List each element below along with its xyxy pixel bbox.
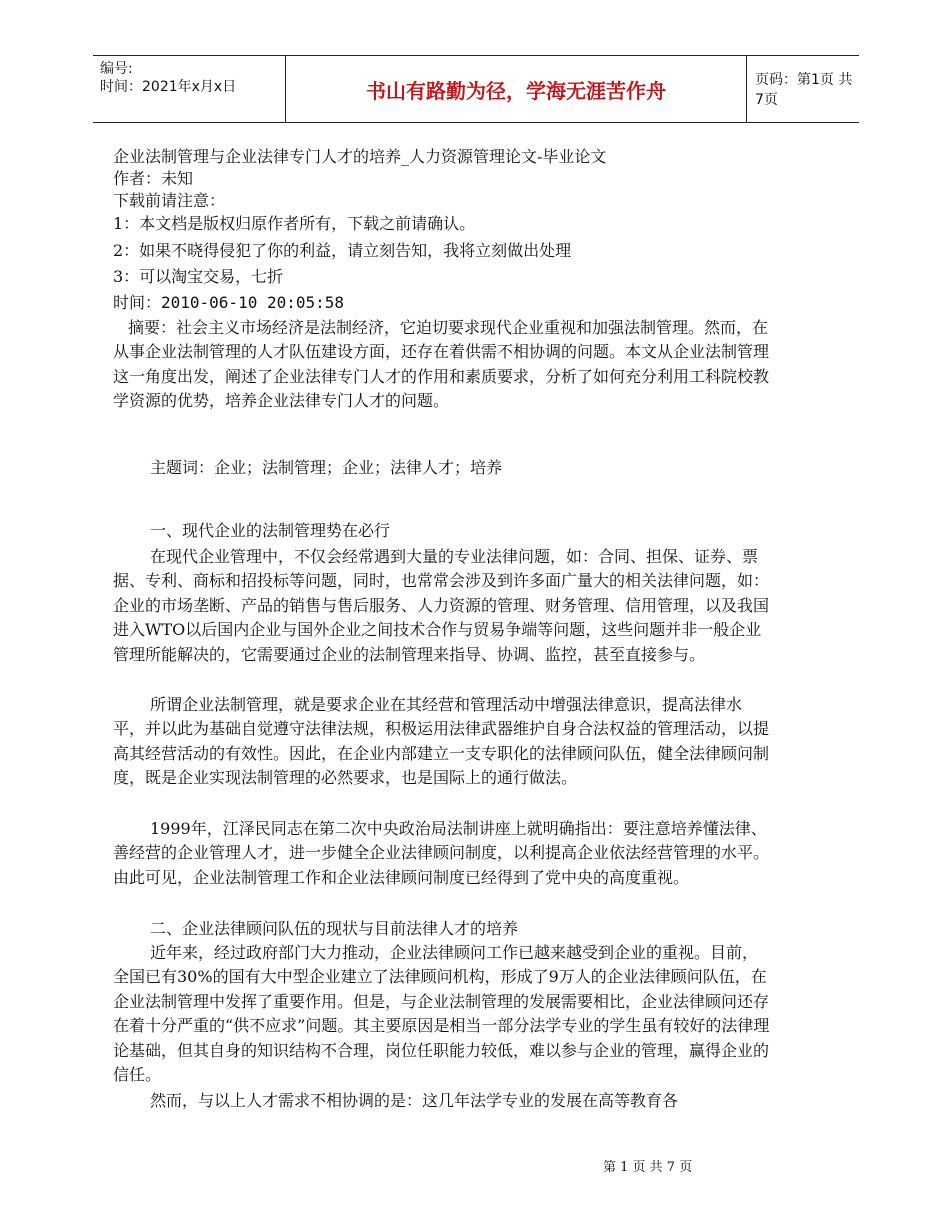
- page-footer: 第 1 页 共 7 页: [603, 1160, 693, 1175]
- abstract: 摘要：社会主义市场经济是法制经济，它迫切要求现代企业重视和加强法制管理。然而，在从事企业法制管理的人才队伍建设方面，还存在着供需不相协调的问题。本文从企业法制管理这一角度出发，阐述了企业法律专门人才的作用和素质要求，分析了如何充分利用工科院校教学资源的优势，培养企业法律专门人才的问题。: [113, 318, 770, 411]
- section-1-heading: 一、现代企业的法制管理势在必行: [150, 521, 391, 540]
- doc-title: 企业法制管理与企业法律专门人才的培养_人力资源管理论文-毕业论文: [113, 147, 607, 166]
- notice-heading: 下载前请注意：: [113, 191, 226, 210]
- notice-item-3: 3：可以淘宝交易，七折: [113, 267, 284, 286]
- page-header: [93, 55, 859, 123]
- paragraph-1: 在现代企业管理中，不仅会经常遇到大量的专业法律问题，如：合同、担保、证券、票据、专利、商标和招投标等问题，同时，也常常会涉及到许多面广量大的相关法律问题，如：企业的市场垄断、产品的销售与售后服务、人力资源的管理、财务管理、信用管理，以及我国进入WTO以后国内企业与国外企业之间技术合作与贸易争端等问题，这些问题并非一般企业管理所能解决的，它需要通过企业的法制管理来指导、协调、监控，甚至直接参与。: [113, 547, 770, 664]
- paragraph-4: 近年来，经过政府部门大力推动，企业法律顾问工作已越来越受到企业的重视。目前，全国已有30%的国有大中型企业建立了法律顾问机构，形成了9万人的企业法律顾问队伍，在企业法制管理中发挥了重要作用。但是，与企业法制管理的发展需要相比，企业法律顾问还存在着十分严重的“供不应求”问题。其主要原因是相当一部分法学专业的学生虽有较好的法律理论基础，但其自身的知识结构不合理，岗位任职能力较低，难以参与企业的管理，赢得企业的信任。: [113, 943, 770, 1085]
- doc-author: 作者：未知: [113, 169, 194, 188]
- section-2-heading: 二、企业法律顾问队伍的现状与目前法律人才的培养: [150, 919, 519, 938]
- header-motto: 书山有路勤为径，学海无涯苦作舟: [285, 56, 747, 122]
- header-meta: [93, 56, 285, 122]
- keywords: 主题词：企业；法制管理；企业；法律人才；培养: [150, 458, 503, 477]
- paragraph-2: 所谓企业法制管理，就是要求企业在其经营和管理活动中增强法律意识，提高法律水平，并以此为基础自觉遵守法律法规，积极运用法律武器维护自身合法权益的管理活动，以提高其经营活动的有效性。因此，在企业内部建立一支专职化的法律顾问队伍，健全法律顾问制度，既是企业实现法制管理的必然要求，也是国际上的通行做法。: [113, 695, 770, 788]
- number-label: 编号:: [100, 61, 133, 77]
- notice-item-2: 2：如果不晓得侵犯了你的利益，请立刻告知，我将立刻做出处理: [113, 241, 572, 260]
- header-page-info: 页码：第1页 共7页: [755, 72, 853, 108]
- time-label: 时间：2021年x月x日: [100, 79, 237, 95]
- doc-time: 时间：2010-06-10 20:05:58: [113, 293, 345, 312]
- paragraph-5: 然而，与以上人才需求不相协调的是：这几年法学专业的发展在高等教育各: [150, 1091, 679, 1110]
- paragraph-3: 1999年，江泽民同志在第二次中央政治局法制讲座上就明确指出：要注意培养懂法律、善经营的企业管理人才，进一步健全企业法律顾问制度，以利提高企业依法经营管理的水平。由此可见，企业法制管理工作和企业法律顾问制度已经得到了党中央的高度重视。: [113, 819, 770, 887]
- notice-item-1: 1：本文档是版权归原作者所有，下载之前请确认。: [113, 214, 476, 233]
